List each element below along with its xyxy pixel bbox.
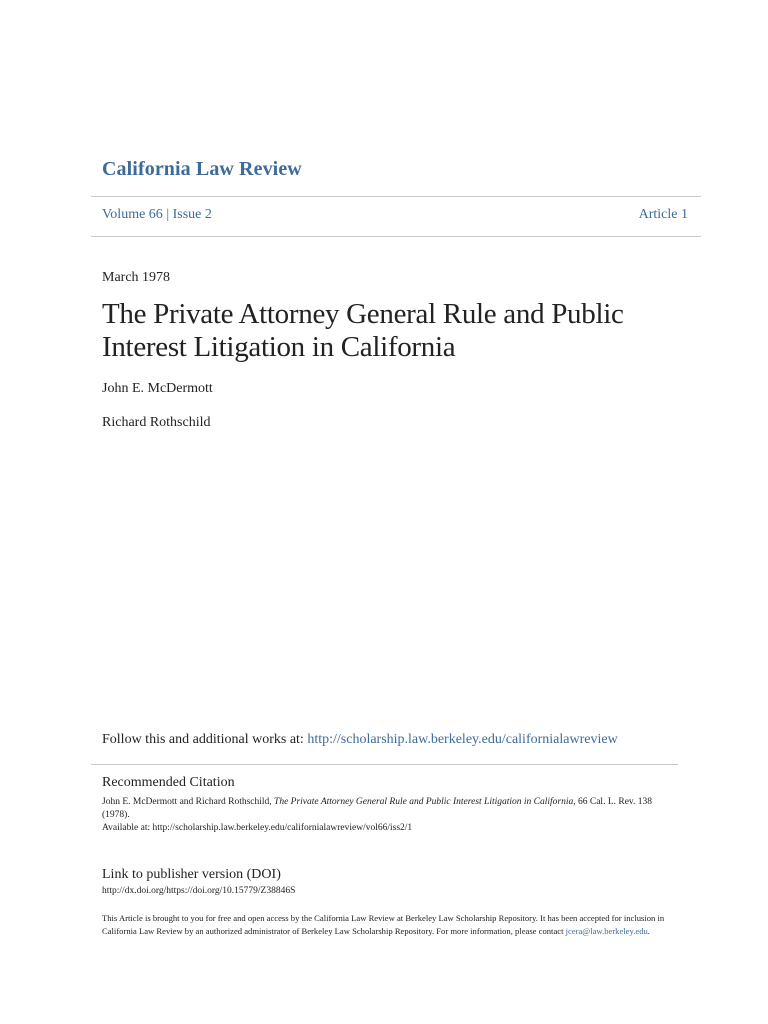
citation-text	[102, 796, 662, 835]
citation-divider	[91, 764, 678, 765]
article-number-link[interactable]: Article 1	[638, 207, 688, 222]
access-notice	[102, 912, 672, 938]
citation-authors: John E. McDermott and Richard Rothschild,	[102, 797, 275, 807]
collection-url-link[interactable]: http://scholarship.law.berkeley.edu/californialawreview	[307, 732, 618, 747]
recommended-citation-heading: Recommended Citation	[102, 775, 235, 790]
follow-prefix: Follow this and additional works at:	[102, 732, 308, 747]
author-link-2[interactable]: Richard Rothschild	[102, 415, 211, 430]
notice-text: This Article is brought to you for free and open access by the California Law Review at Berkeley Law Scholarship Repository. It has been accepted for inclusion in California Law Review by an authorized administrator of Berkeley Law Scholarship Repository. For more information, please contact	[102, 913, 665, 936]
issue-link[interactable]: Issue 2	[172, 207, 212, 222]
volume-issue-row	[102, 207, 212, 223]
citation-title: The Private Attorney General Rule and Public Interest Litigation in California	[274, 797, 574, 807]
notice-end: .	[647, 926, 650, 936]
doi-link[interactable]: http://dx.doi.org/https://doi.org/10.15779/Z38846S	[102, 886, 296, 896]
volume-issue-separator: |	[166, 207, 170, 222]
top-divider	[91, 196, 701, 197]
journal-title-link[interactable]: California Law Review	[102, 158, 302, 180]
article-title: The Private Attorney General Rule and Public Interest Litigation in California	[102, 298, 624, 363]
author-link-1[interactable]: John E. McDermott	[102, 381, 213, 396]
volume-link[interactable]: Volume 66	[102, 207, 163, 222]
follow-line	[102, 732, 618, 748]
doi-heading: Link to publisher version (DOI)	[102, 867, 281, 882]
publication-date: March 1978	[102, 270, 171, 285]
citation-available-at: Available at: http://scholarship.law.berkeley.edu/californialawreview/vol66/iss2/1	[102, 823, 413, 833]
citation-rest: , 66 Cal. L. Rev. 138 (1978).	[102, 797, 653, 820]
contact-email-link[interactable]: jcera@law.berkeley.edu	[565, 926, 648, 936]
volume-divider	[91, 236, 701, 237]
